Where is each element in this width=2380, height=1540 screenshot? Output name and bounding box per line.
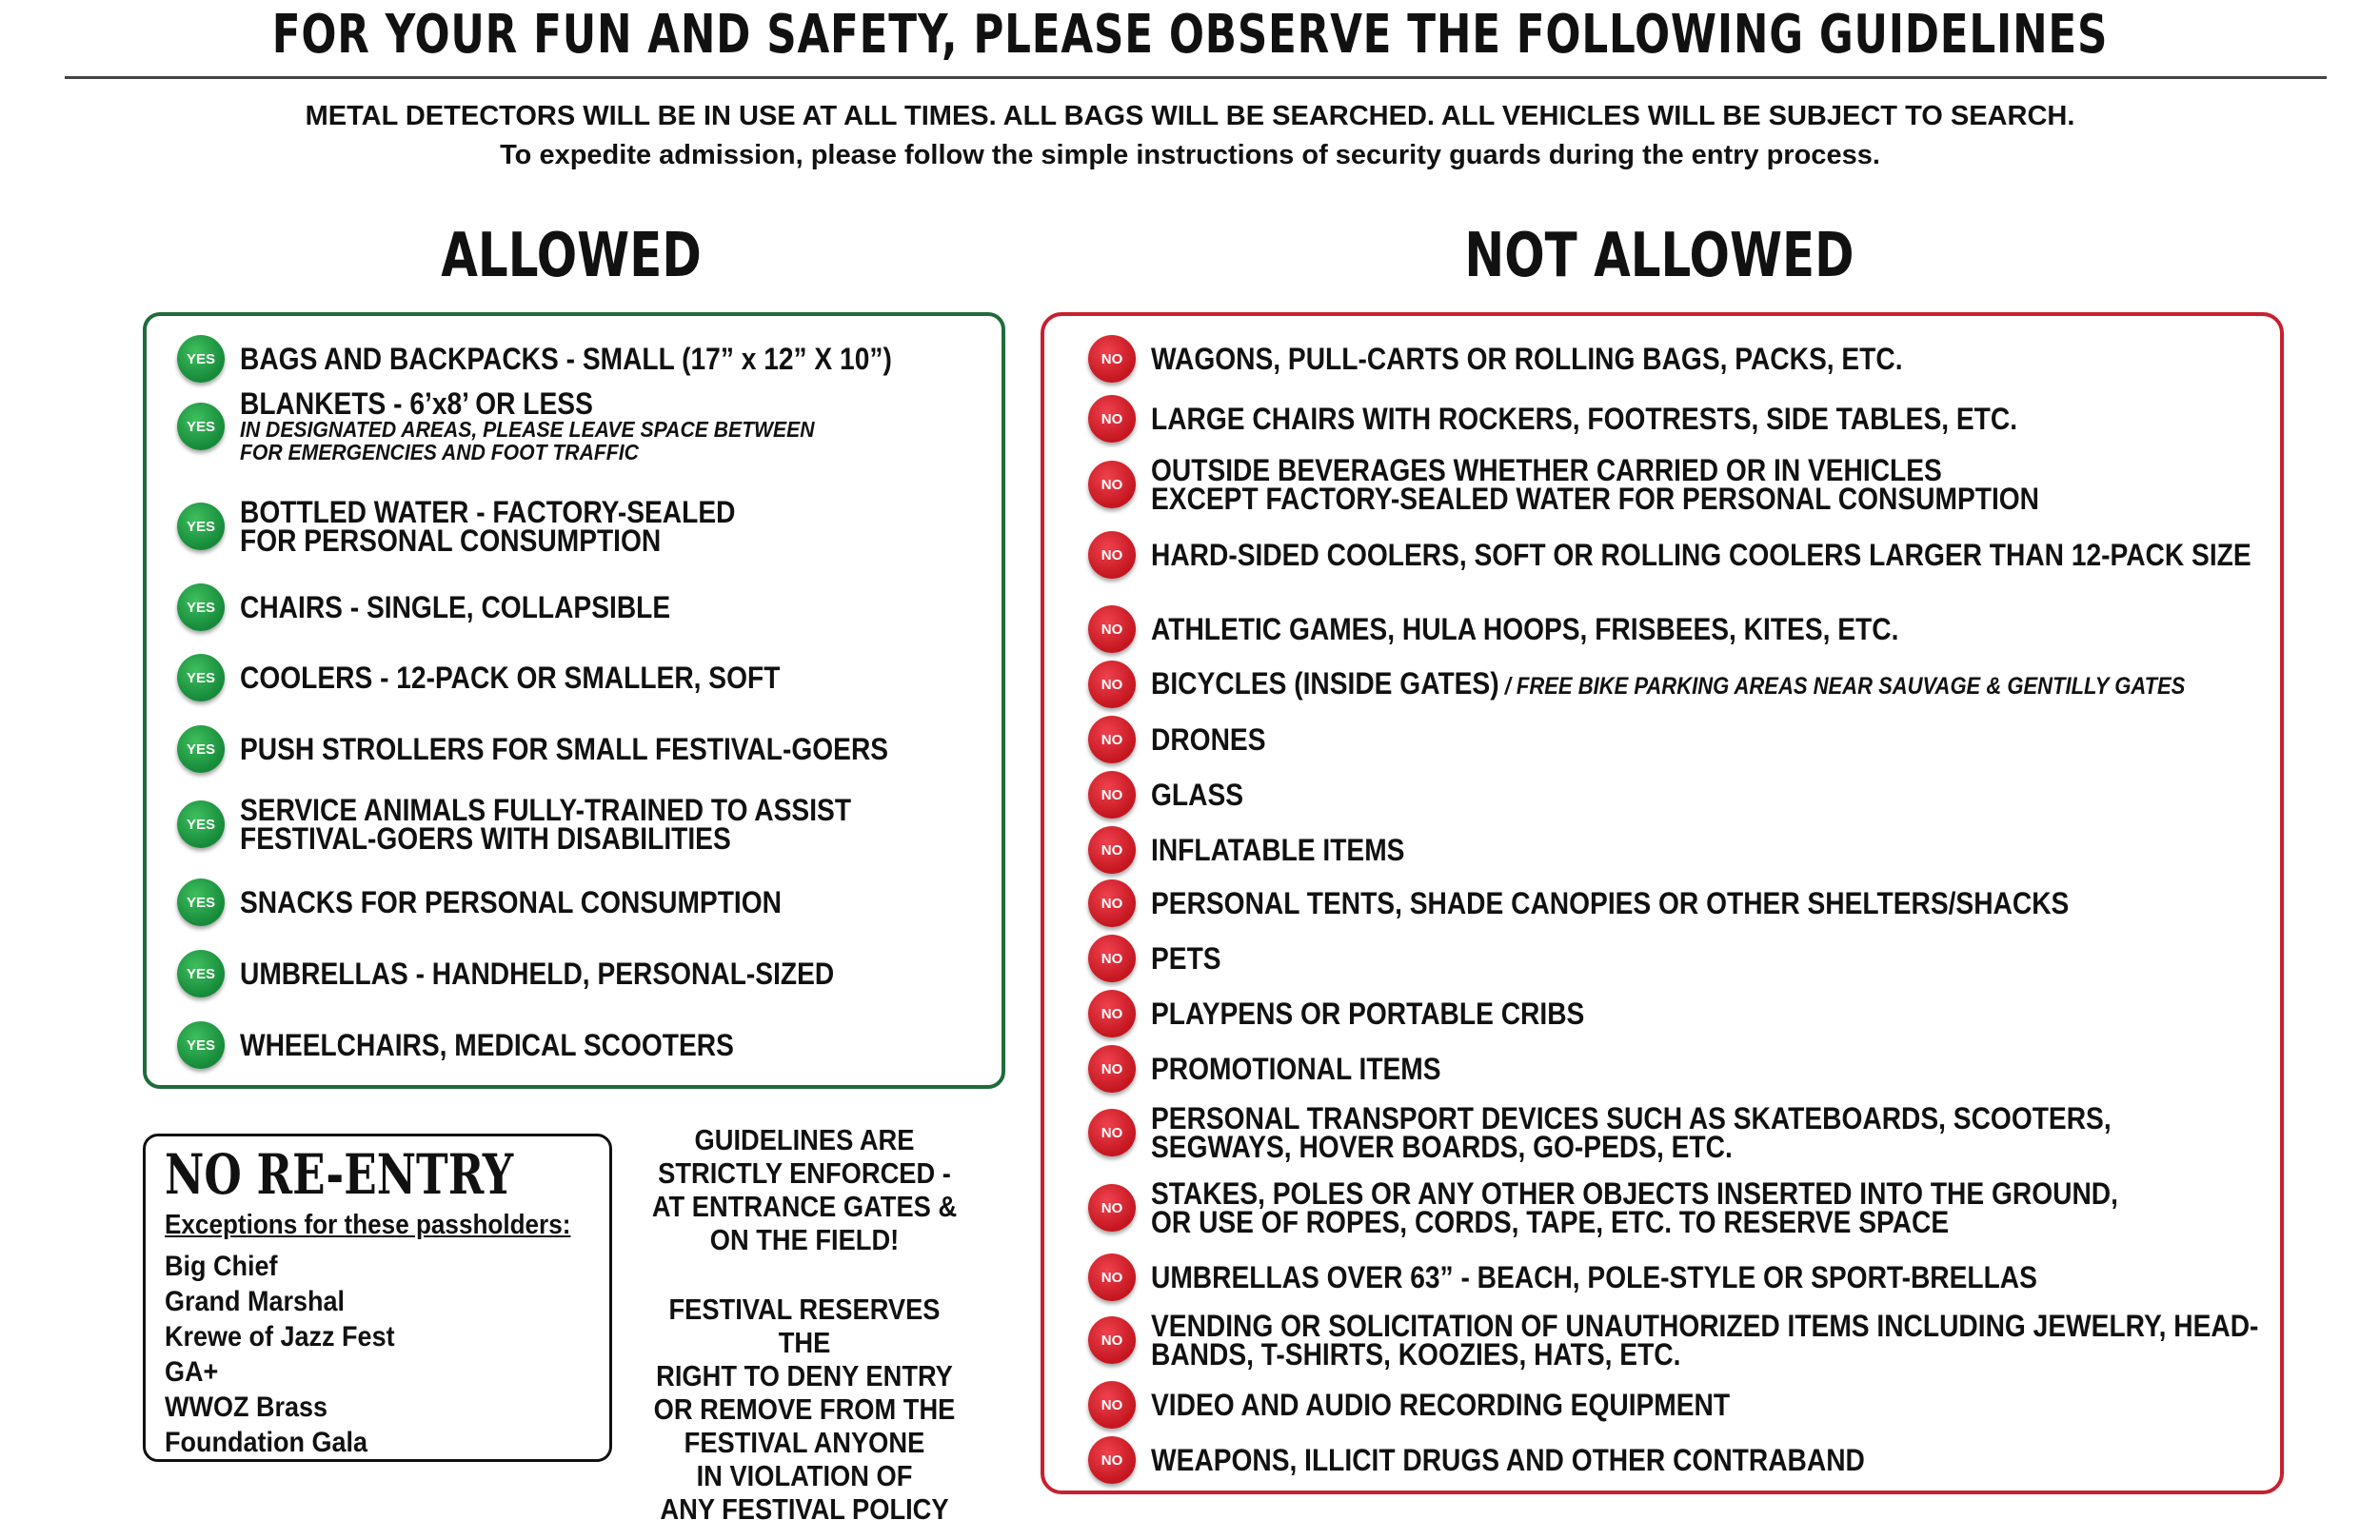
item-line (1151, 833, 1405, 867)
item-line (1151, 1260, 2037, 1294)
not-allowed-item (1088, 1309, 2380, 1372)
note-line: AT ENTRANCE GATES & (651, 1190, 958, 1223)
no-badge-icon: NO (1088, 990, 1136, 1037)
not-allowed-item (1088, 826, 1439, 874)
item-line (240, 957, 835, 991)
allowed-heading: ALLOWED (441, 221, 702, 291)
item-text (1151, 1176, 2251, 1239)
item-line-text: WAGONS, PULL-CARTS OR ROLLING BAGS, PACKS, ETC. (1151, 342, 1903, 376)
yes-badge-icon: YES (177, 335, 225, 383)
item-line (240, 523, 735, 558)
no-badge-icon: NO (1088, 335, 1136, 383)
allowed-item (177, 725, 977, 773)
item-text (1151, 342, 2005, 376)
reentry-panel (143, 1134, 612, 1462)
no-badge-icon: NO (1088, 461, 1136, 508)
item-line-text: BLANKETS - 6’x8’ OR LESS (240, 386, 593, 421)
yes-badge-icon: YES (177, 725, 225, 773)
yes-badge-icon: YES (177, 583, 225, 631)
note-line: OR REMOVE FROM THE (653, 1392, 956, 1426)
not-allowed-item (1088, 1436, 1962, 1484)
item-line (1151, 1176, 2118, 1211)
item-line-text: ATHLETIC GAMES, HULA HOOPS, FRISBEES, KITES, ETC. (1151, 612, 1899, 646)
allowed-item (177, 386, 864, 464)
passholder-item: Krewe of Jazz Fest (165, 1321, 395, 1352)
no-badge-icon: NO (1088, 826, 1136, 874)
item-line-text: SNACKS FOR PERSONAL CONSUMPTION (240, 885, 782, 919)
item-line (240, 342, 892, 376)
no-badge-icon: NO (1088, 395, 1136, 443)
item-line-text: PERSONAL TENTS, SHADE CANOPIES OR OTHER SHELTERS/SHACKS (1151, 886, 2070, 920)
no-badge-icon: NO (1088, 1316, 1136, 1364)
allowed-item (177, 495, 803, 558)
item-text (1151, 453, 2160, 516)
yes-badge-icon: YES (177, 403, 225, 450)
item-line (1151, 886, 2070, 920)
item-line (240, 732, 889, 766)
no-badge-icon: NO (1088, 605, 1136, 653)
item-line-text: VENDING OR SOLICITATION OF UNAUTHORIZED ITEMS INCLUDING JEWELRY, HEAD- (1151, 1309, 2259, 1343)
note-line: IN VIOLATION OF (696, 1459, 913, 1492)
not-allowed-item (1088, 1101, 2242, 1164)
item-line-text: UMBRELLAS OVER 63” - BEACH, POLE-STYLE OR SPORT-BRELLAS (1151, 1260, 2037, 1294)
note-line: FESTIVAL ANYONE (684, 1426, 925, 1459)
yes-badge-icon: YES (177, 950, 225, 997)
item-line-text: INFLATABLE ITEMS (1151, 833, 1405, 867)
enforcement-note (649, 1123, 960, 1256)
item-line (1151, 453, 2039, 487)
item-line-text: WEAPONS, ILLICIT DRUGS AND OTHER CONTRABAND (1151, 1443, 1865, 1477)
no-badge-icon: NO (1088, 716, 1136, 763)
passholder-item: Big Chief (165, 1251, 278, 1282)
item-text (1151, 1260, 2158, 1294)
item-line-text: PETS (1151, 941, 1221, 976)
item-text (1151, 778, 1256, 812)
yes-badge-icon: YES (177, 1021, 225, 1069)
item-line-text: GLASS (1151, 778, 1244, 812)
item-text (1151, 886, 2194, 920)
admission-notice: To expedite admission, please follow the simple instructions of security guards during the entry process. (500, 140, 1880, 170)
reentry-exceptions-label: Exceptions for these passholders: (165, 1210, 571, 1240)
allowed-item (177, 793, 935, 856)
not-allowed-item (1088, 771, 1256, 819)
item-line (240, 1028, 734, 1062)
item-line-text: STAKES, POLES OR ANY OTHER OBJECTS INSERTED INTO THE GROUND, (1151, 1176, 2118, 1211)
note-line: RIGHT TO DENY ENTRY (656, 1359, 953, 1392)
allowed-item (177, 583, 729, 631)
item-text (240, 885, 856, 919)
no-badge-icon: NO (1088, 935, 1136, 982)
item-subline: IN DESIGNATED AREAS, PLEASE LEAVE SPACE BETWEEN (240, 417, 815, 442)
item-line-text: OR USE OF ROPES, CORDS, TAPE, ETC. TO RESERVE SPACE (1151, 1205, 1950, 1239)
not-allowed-item (1088, 395, 2135, 443)
item-line-text: HARD-SIDED COOLERS, SOFT OR ROLLING COOLERS LARGER THAN 12-PACK SIZE (1151, 538, 2251, 572)
not-allowed-item (1088, 716, 1281, 763)
item-line-text: OUTSIDE BEVERAGES WHETHER CARRIED OR IN VEHICLES (1151, 453, 1942, 487)
no-badge-icon: NO (1088, 879, 1136, 927)
item-line (1151, 1052, 1441, 1086)
item-line (240, 386, 789, 421)
allowed-item (177, 654, 854, 701)
no-badge-icon: NO (1088, 661, 1136, 708)
item-line (1151, 1205, 2118, 1239)
allowed-item (177, 879, 856, 926)
passholder-item: Grand Marshal (165, 1286, 346, 1317)
item-text (240, 661, 854, 695)
item-text (240, 495, 803, 558)
no-badge-icon: NO (1088, 1184, 1136, 1232)
not-allowed-heading: NOT ALLOWED (1464, 221, 1854, 291)
item-text (1151, 538, 2380, 572)
item-line-text: SEGWAYS, HOVER BOARDS, GO-PEDS, ETC. (1151, 1130, 1733, 1164)
item-text (1151, 612, 2001, 646)
item-text (240, 386, 864, 464)
not-allowed-item (1088, 531, 2380, 579)
item-text (1151, 402, 2135, 436)
yes-badge-icon: YES (177, 879, 225, 926)
item-line-text: SERVICE ANIMALS FULLY-TRAINED TO ASSIST (240, 793, 852, 827)
item-line (1151, 1388, 1731, 1422)
no-badge-icon: NO (1088, 1109, 1136, 1156)
item-line (1151, 722, 1266, 757)
not-allowed-item (1088, 990, 1643, 1037)
not-allowed-item (1088, 1254, 2158, 1301)
not-allowed-item (1088, 335, 2005, 383)
item-line (1151, 1130, 2112, 1164)
allowed-item (177, 1021, 802, 1069)
item-line-text: BOTTLED WATER - FACTORY-SEALED (240, 495, 736, 529)
item-line-text: PERSONAL TRANSPORT DEVICES SUCH AS SKATEBOARDS, SCOOTERS, (1151, 1101, 2112, 1135)
item-line (1151, 997, 1585, 1031)
item-text (1151, 665, 2327, 701)
not-allowed-item (1088, 605, 2001, 653)
item-line-text: COOLERS - 12-PACK OR SMALLER, SOFT (240, 661, 781, 695)
not-allowed-item (1088, 1176, 2251, 1239)
item-line (1151, 665, 2186, 701)
no-badge-icon: NO (1088, 1436, 1136, 1484)
item-line (240, 821, 851, 856)
item-text (240, 590, 729, 624)
item-text (1151, 1443, 1962, 1477)
item-line (1151, 1309, 2259, 1343)
item-line (1151, 538, 2251, 572)
item-line-text: BANDS, T-SHIRTS, KOOZIES, HATS, ETC. (1151, 1337, 1681, 1372)
item-line-text: LARGE CHAIRS WITH ROCKERS, FOOTRESTS, SIDE TABLES, ETC. (1151, 402, 2018, 436)
yes-badge-icon: YES (177, 800, 225, 848)
item-line-text: BAGS AND BACKPACKS - SMALL (17” x 12” X 10”) (240, 342, 892, 376)
note-line: ON THE FIELD! (709, 1223, 900, 1256)
item-text (1151, 1388, 1809, 1422)
passholder-item: Foundation Gala (165, 1427, 368, 1458)
item-text (1151, 997, 1643, 1031)
reservation-note (649, 1293, 960, 1526)
note-line: GUIDELINES ARE (694, 1123, 915, 1156)
not-allowed-item (1088, 935, 1231, 982)
item-text (1151, 1052, 1480, 1086)
item-line (240, 661, 781, 695)
item-text (1151, 722, 1281, 757)
item-line-text: WHEELCHAIRS, MEDICAL SCOOTERS (240, 1028, 734, 1062)
item-line-text: PROMOTIONAL ITEMS (1151, 1052, 1441, 1086)
item-line (240, 793, 852, 827)
item-line (240, 885, 782, 919)
security-notice: METAL DETECTORS WILL BE IN USE AT ALL TIMES. ALL BAGS WILL BE SEARCHED. ALL VEHICLES WILL BE SUBJECT TO SEARCH. (305, 101, 2075, 131)
item-line (1151, 612, 1899, 646)
item-subline: FOR EMERGENCIES AND FOOT TRAFFIC (240, 440, 639, 464)
item-line (240, 495, 736, 529)
allowed-item (177, 335, 981, 383)
item-line-text: BICYCLES (INSIDE GATES) (1151, 665, 1499, 701)
yes-badge-icon: YES (177, 654, 225, 701)
yes-badge-icon: YES (177, 503, 225, 550)
item-line-text: VIDEO AND AUDIO RECORDING EQUIPMENT (1151, 1388, 1731, 1422)
item-line-text: PLAYPENS OR PORTABLE CRIBS (1151, 997, 1585, 1031)
item-line (1151, 482, 2040, 516)
reentry-title: NO RE-ENTRY (165, 1142, 514, 1207)
no-badge-icon: NO (1088, 1254, 1136, 1301)
item-line-text: EXCEPT FACTORY-SEALED WATER FOR PERSONAL CONSUMPTION (1151, 482, 2040, 516)
item-text (1151, 1309, 2380, 1372)
no-badge-icon: NO (1088, 531, 1136, 579)
item-text (240, 732, 977, 766)
item-line (1151, 941, 1221, 976)
passholder-item: GA+ (165, 1356, 219, 1388)
item-line-text: FESTIVAL-GOERS WITH DISABILITIES (240, 821, 731, 856)
item-note: / FREE BIKE PARKING AREAS NEAR SAUVAGE & GENTILLY GATES (1498, 672, 2186, 700)
item-line (1151, 778, 1244, 812)
not-allowed-item (1088, 661, 2327, 708)
item-text (240, 793, 935, 856)
item-line (1151, 1443, 1865, 1477)
no-badge-icon: NO (1088, 771, 1136, 819)
item-text (240, 342, 981, 376)
no-badge-icon: NO (1088, 1045, 1136, 1093)
item-line-text: PUSH STROLLERS FOR SMALL FESTIVAL-GOERS (240, 732, 889, 766)
not-allowed-item (1088, 1045, 1480, 1093)
page-title: FOR YOUR FUN AND SAFETY, PLEASE OBSERVE THE FOLLOWING GUIDELINES (271, 4, 2109, 66)
item-line (1151, 402, 2018, 436)
item-line (1151, 342, 1903, 376)
item-text (1151, 833, 1439, 867)
passholder-list (165, 1249, 420, 1460)
note-line: STRICTLY ENFORCED - (658, 1156, 951, 1190)
item-line (240, 590, 671, 624)
item-line-text: UMBRELLAS - HANDHELD, PERSONAL-SIZED (240, 957, 835, 991)
note-line: ANY FESTIVAL POLICY (660, 1492, 949, 1526)
not-allowed-item (1088, 453, 2160, 516)
item-line-text: FOR PERSONAL CONSUMPTION (240, 523, 662, 558)
allowed-item (177, 950, 915, 997)
item-line (1151, 1101, 2112, 1135)
passholder-item: WWOZ Brass (165, 1392, 328, 1423)
item-text (240, 957, 915, 991)
title-divider (65, 76, 2327, 79)
item-line (1151, 1337, 2258, 1372)
not-allowed-item (1088, 1381, 1809, 1429)
not-allowed-item (1088, 879, 2194, 927)
item-text (1151, 1101, 2242, 1164)
item-line-text: CHAIRS - SINGLE, COLLAPSIBLE (240, 590, 671, 624)
item-text (1151, 941, 1231, 976)
note-line: FESTIVAL RESERVES THE (668, 1293, 941, 1359)
item-line-text: DRONES (1151, 722, 1266, 757)
no-badge-icon: NO (1088, 1381, 1136, 1429)
item-text (240, 1028, 802, 1062)
